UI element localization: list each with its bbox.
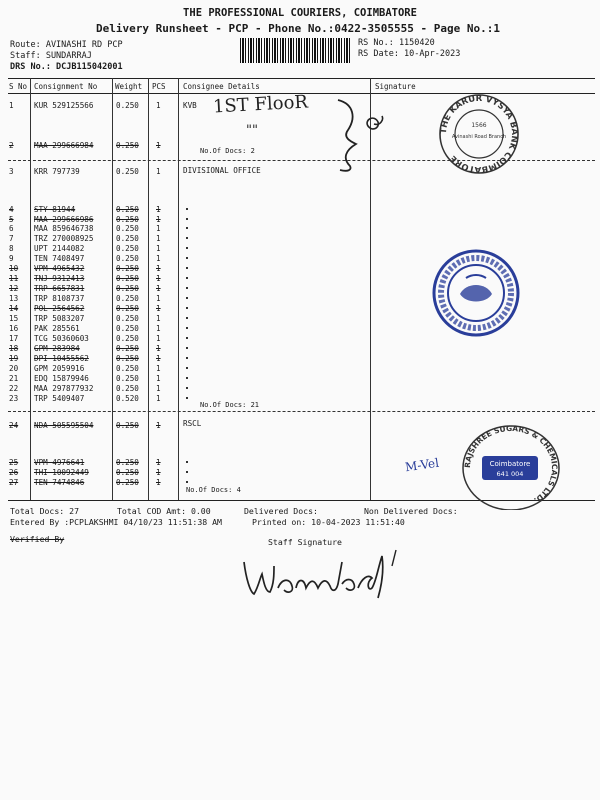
table-row: [8, 205, 368, 215]
row-pcs: 1: [156, 468, 161, 477]
row-sno: 15: [9, 314, 19, 323]
row-sno: 3: [9, 167, 14, 176]
row-weight: 0.250: [116, 364, 139, 373]
dot-marker: [186, 397, 188, 399]
table-row: [8, 468, 368, 478]
row-cons: TEN 7408497: [34, 254, 85, 263]
dot-marker: [186, 471, 188, 473]
handwritten-floor-note: 1ST FlooR: [212, 91, 309, 118]
kvb-bank-stamp: [432, 92, 526, 176]
row-sno: 22: [9, 384, 19, 393]
dot-marker: [186, 357, 188, 359]
row-cons: NDA 505595504: [34, 421, 94, 430]
rscl-company-stamp: [456, 420, 566, 510]
row-pcs: 1: [156, 384, 161, 393]
dot-marker: [186, 237, 188, 239]
table-row: [8, 224, 368, 234]
dot-marker: [186, 327, 188, 329]
row-cons: VPM 4976641: [34, 458, 85, 467]
dot-marker: [186, 257, 188, 259]
row-pcs: 1: [156, 421, 161, 430]
svg-text:RAJSHREE SUGARS & CHEMICALS LT: RAJSHREE SUGARS & CHEMICALS LTD.: [462, 423, 560, 505]
dot-marker: [186, 347, 188, 349]
dot-marker: [186, 317, 188, 319]
svg-text:Coimbatore: Coimbatore: [489, 460, 531, 468]
row-weight: 0.250: [116, 324, 139, 333]
consignee-kvb: KVB: [183, 101, 197, 110]
row-weight: 0.250: [116, 254, 139, 263]
row-cons: TRP 5083207: [34, 314, 85, 323]
table-row: [8, 394, 368, 404]
row-sno: 21: [9, 374, 19, 383]
row-weight: 0.250: [116, 304, 139, 313]
row-weight: 0.250: [116, 468, 139, 477]
runsheet-title: Delivery Runsheet - PCP - Phone No.:0422-3505555 - Page No.:1: [96, 22, 500, 35]
table-row: [8, 274, 368, 284]
handwritten-quote: "": [246, 123, 258, 138]
drs-number: DRS No.: DCJB115042001: [10, 62, 123, 72]
dot-marker: [186, 337, 188, 339]
row-weight: 0.250: [116, 215, 139, 224]
row-weight: 0.250: [116, 344, 139, 353]
dot-marker: [186, 277, 188, 279]
row-weight: 0.250: [116, 374, 139, 383]
staff-label: Staff: SUNDARRAJ: [10, 51, 92, 61]
row-cons: MAA 297877932: [34, 384, 94, 393]
svg-text:THE KARUR VYSYA BANK COIMBATOR: THE KARUR VYSYA BANK COIMBATORE: [438, 93, 520, 175]
row-cons: GPM 2059916: [34, 364, 85, 373]
brace-signature: [330, 96, 390, 174]
docs-count-kvb: No.Of Docs: 2: [200, 147, 255, 155]
row-cons: MAA 859646738: [34, 224, 94, 233]
table-row: [8, 364, 368, 374]
table-row: [8, 284, 368, 294]
row-pcs: 1: [156, 354, 161, 363]
verified-by: Verified By: [10, 534, 65, 544]
row-sno: 17: [9, 334, 19, 343]
row-pcs: 1: [156, 344, 161, 353]
col-pcs: PCS: [152, 82, 166, 91]
table-row: [8, 304, 368, 314]
handwritten-mvel: M-Vel: [404, 455, 440, 475]
total-docs: Total Docs: 27: [10, 506, 80, 516]
col-signature: Signature: [375, 82, 416, 91]
dot-marker: [186, 227, 188, 229]
row-weight: 0.250: [116, 141, 139, 150]
row-sno: 11: [9, 274, 19, 283]
staff-signature: [238, 548, 398, 604]
col-sno: S No: [9, 82, 28, 91]
row-pcs: 1: [156, 274, 161, 283]
row-cons: UPT 2144082: [34, 244, 85, 253]
row-weight: 0.250: [116, 224, 139, 233]
row-cons: MAA 299666984: [34, 141, 94, 150]
row-pcs: 1: [156, 224, 161, 233]
col-weight: Weight: [115, 82, 143, 91]
row-weight: 0.250: [116, 314, 139, 323]
row-sno: 27: [9, 478, 19, 487]
row-pcs: 1: [156, 458, 161, 467]
staff-signature-label: Staff Signature: [268, 537, 342, 547]
printed-on: Printed on: 10-04-2023 11:51:40: [252, 517, 405, 527]
row-pcs: 1: [156, 394, 161, 403]
row-sno: 25: [9, 458, 19, 467]
row-pcs: 1: [156, 334, 161, 343]
table-row: [8, 374, 368, 384]
row-cons: KRR 797739: [34, 167, 80, 176]
dot-marker: [186, 387, 188, 389]
row-sno: 19: [9, 354, 19, 363]
row-sno: 14: [9, 304, 19, 313]
row-pcs: 1: [156, 304, 161, 313]
row-sno: 16: [9, 324, 19, 333]
row-pcs: 1: [156, 205, 161, 214]
row-pcs: 1: [156, 215, 161, 224]
row-pcs: 1: [156, 324, 161, 333]
row-pcs: 1: [156, 294, 161, 303]
divisional-office-stamp: [426, 248, 526, 338]
row-cons: GPM 283984: [34, 344, 80, 353]
table-row: [8, 234, 368, 244]
col-consignment: Consignment No: [34, 82, 98, 91]
row-weight: 0.250: [116, 234, 139, 243]
svg-text:Avinashi Road Branch: Avinashi Road Branch: [451, 134, 507, 140]
total-cod: Total COD Amt: 0.00: [117, 506, 211, 516]
company-title: THE PROFESSIONAL COURIERS, COIMBATORE: [183, 7, 417, 19]
dot-marker: [186, 377, 188, 379]
row-sno: 1: [9, 101, 14, 110]
table-row: [8, 354, 368, 364]
dot-marker: [186, 367, 188, 369]
dot-marker: [186, 247, 188, 249]
row-sno: 6: [9, 224, 14, 233]
route-label: Route: AVINASHI RD PCP: [10, 40, 123, 50]
row-weight: 0.250: [116, 354, 139, 363]
consignee-rscl: RSCL: [183, 419, 202, 428]
table-row: [8, 141, 368, 151]
row-pcs: 1: [156, 478, 161, 487]
row-sno: 4: [9, 205, 14, 214]
row-sno: 24: [9, 421, 19, 430]
row-weight: 0.250: [116, 264, 139, 273]
row-cons: DPI 10455562: [34, 354, 89, 363]
row-pcs: 1: [156, 284, 161, 293]
row-sno: 7: [9, 234, 14, 243]
row-pcs: 1: [156, 141, 161, 150]
row-pcs: 1: [156, 167, 161, 176]
rs-date: RS Date: 10-Apr-2023: [358, 49, 461, 59]
table-row: [8, 324, 368, 334]
row-pcs: 1: [156, 314, 161, 323]
row-weight: 0.250: [116, 205, 139, 214]
row-pcs: 1: [156, 234, 161, 243]
row-sno: 10: [9, 264, 19, 273]
row-cons: TRP 8108737: [34, 294, 85, 303]
table-row: [8, 244, 368, 254]
dot-marker: [186, 307, 188, 309]
table-row: [8, 264, 368, 274]
row-cons: TRP 5409407: [34, 394, 85, 403]
group-separator: [8, 411, 595, 412]
row-weight: 0.250: [116, 274, 139, 283]
dot-marker: [186, 218, 188, 220]
row-weight: 0.250: [116, 101, 139, 110]
row-weight: 0.250: [116, 478, 139, 487]
dot-marker: [186, 267, 188, 269]
table-row: [8, 254, 368, 264]
row-cons: PAK 285561: [34, 324, 80, 333]
row-pcs: 1: [156, 254, 161, 263]
row-cons: EDQ 15879946: [34, 374, 89, 383]
table-row: [8, 458, 368, 468]
table-top-rule: [8, 78, 595, 79]
row-sno: 26: [9, 468, 19, 477]
entered-by: Entered By :PCPLAKSHMI 04/10/23 11:51:38 AM: [10, 517, 222, 527]
non-delivered-docs: Non Delivered Docs:: [364, 506, 458, 516]
consignee-divisional: DIVISIONAL OFFICE: [183, 166, 261, 175]
row-weight: 0.250: [116, 421, 139, 430]
row-weight: 0.250: [116, 294, 139, 303]
row-cons: TNJ 9312413: [34, 274, 85, 283]
row-pcs: 1: [156, 364, 161, 373]
dot-marker: [186, 461, 188, 463]
row-cons: VPM 4965432: [34, 264, 85, 273]
row-sno: 18: [9, 344, 19, 353]
row-cons: MAA 299666986: [34, 215, 94, 224]
row-sno: 23: [9, 394, 19, 403]
row-weight: 0.250: [116, 458, 139, 467]
row-cons: TRP 6657831: [34, 284, 85, 293]
row-sno: 13: [9, 294, 19, 303]
table-row: [8, 314, 368, 324]
row-weight: 0.520: [116, 394, 139, 403]
row-cons: TRZ 270008925: [34, 234, 94, 243]
row-cons: TEN 7474846: [34, 478, 85, 487]
rs-number: RS No.: 1150420: [358, 38, 435, 48]
row-sno: 8: [9, 244, 14, 253]
row-weight: 0.250: [116, 167, 139, 176]
row-sno: 5: [9, 215, 14, 224]
col-consignee: Consignee Details: [183, 82, 260, 91]
barcode: [240, 38, 352, 63]
row-cons: POL 2564562: [34, 304, 85, 313]
dot-marker: [186, 481, 188, 483]
docs-count-rscl: No.Of Docs: 4: [186, 486, 241, 494]
dot-marker: [186, 297, 188, 299]
delivered-docs: Delivered Docs:: [244, 506, 318, 516]
table-row: [8, 334, 368, 344]
row-cons: KUR 529125566: [34, 101, 94, 110]
svg-text:1566: 1566: [471, 122, 487, 129]
row-pcs: 1: [156, 374, 161, 383]
svg-text:641 004: 641 004: [496, 470, 524, 478]
dot-marker: [186, 287, 188, 289]
docs-count-divisional: No.Of Docs: 21: [200, 401, 260, 409]
row-cons: STY 81944: [34, 205, 76, 214]
row-weight: 0.250: [116, 244, 139, 253]
table-row: [8, 294, 368, 304]
row-pcs: 1: [156, 101, 161, 110]
table-row: [8, 384, 368, 394]
row-sno: 2: [9, 141, 14, 150]
row-pcs: 1: [156, 264, 161, 273]
row-cons: TCG 50360603: [34, 334, 89, 343]
row-cons: THI 10092449: [34, 468, 89, 477]
row-pcs: 1: [156, 244, 161, 253]
row-sno: 20: [9, 364, 19, 373]
row-sno: 12: [9, 284, 19, 293]
dot-marker: [186, 208, 188, 210]
row-weight: 0.250: [116, 384, 139, 393]
row-weight: 0.250: [116, 334, 139, 343]
row-sno: 9: [9, 254, 14, 263]
row-weight: 0.250: [116, 284, 139, 293]
table-row: [8, 344, 368, 354]
